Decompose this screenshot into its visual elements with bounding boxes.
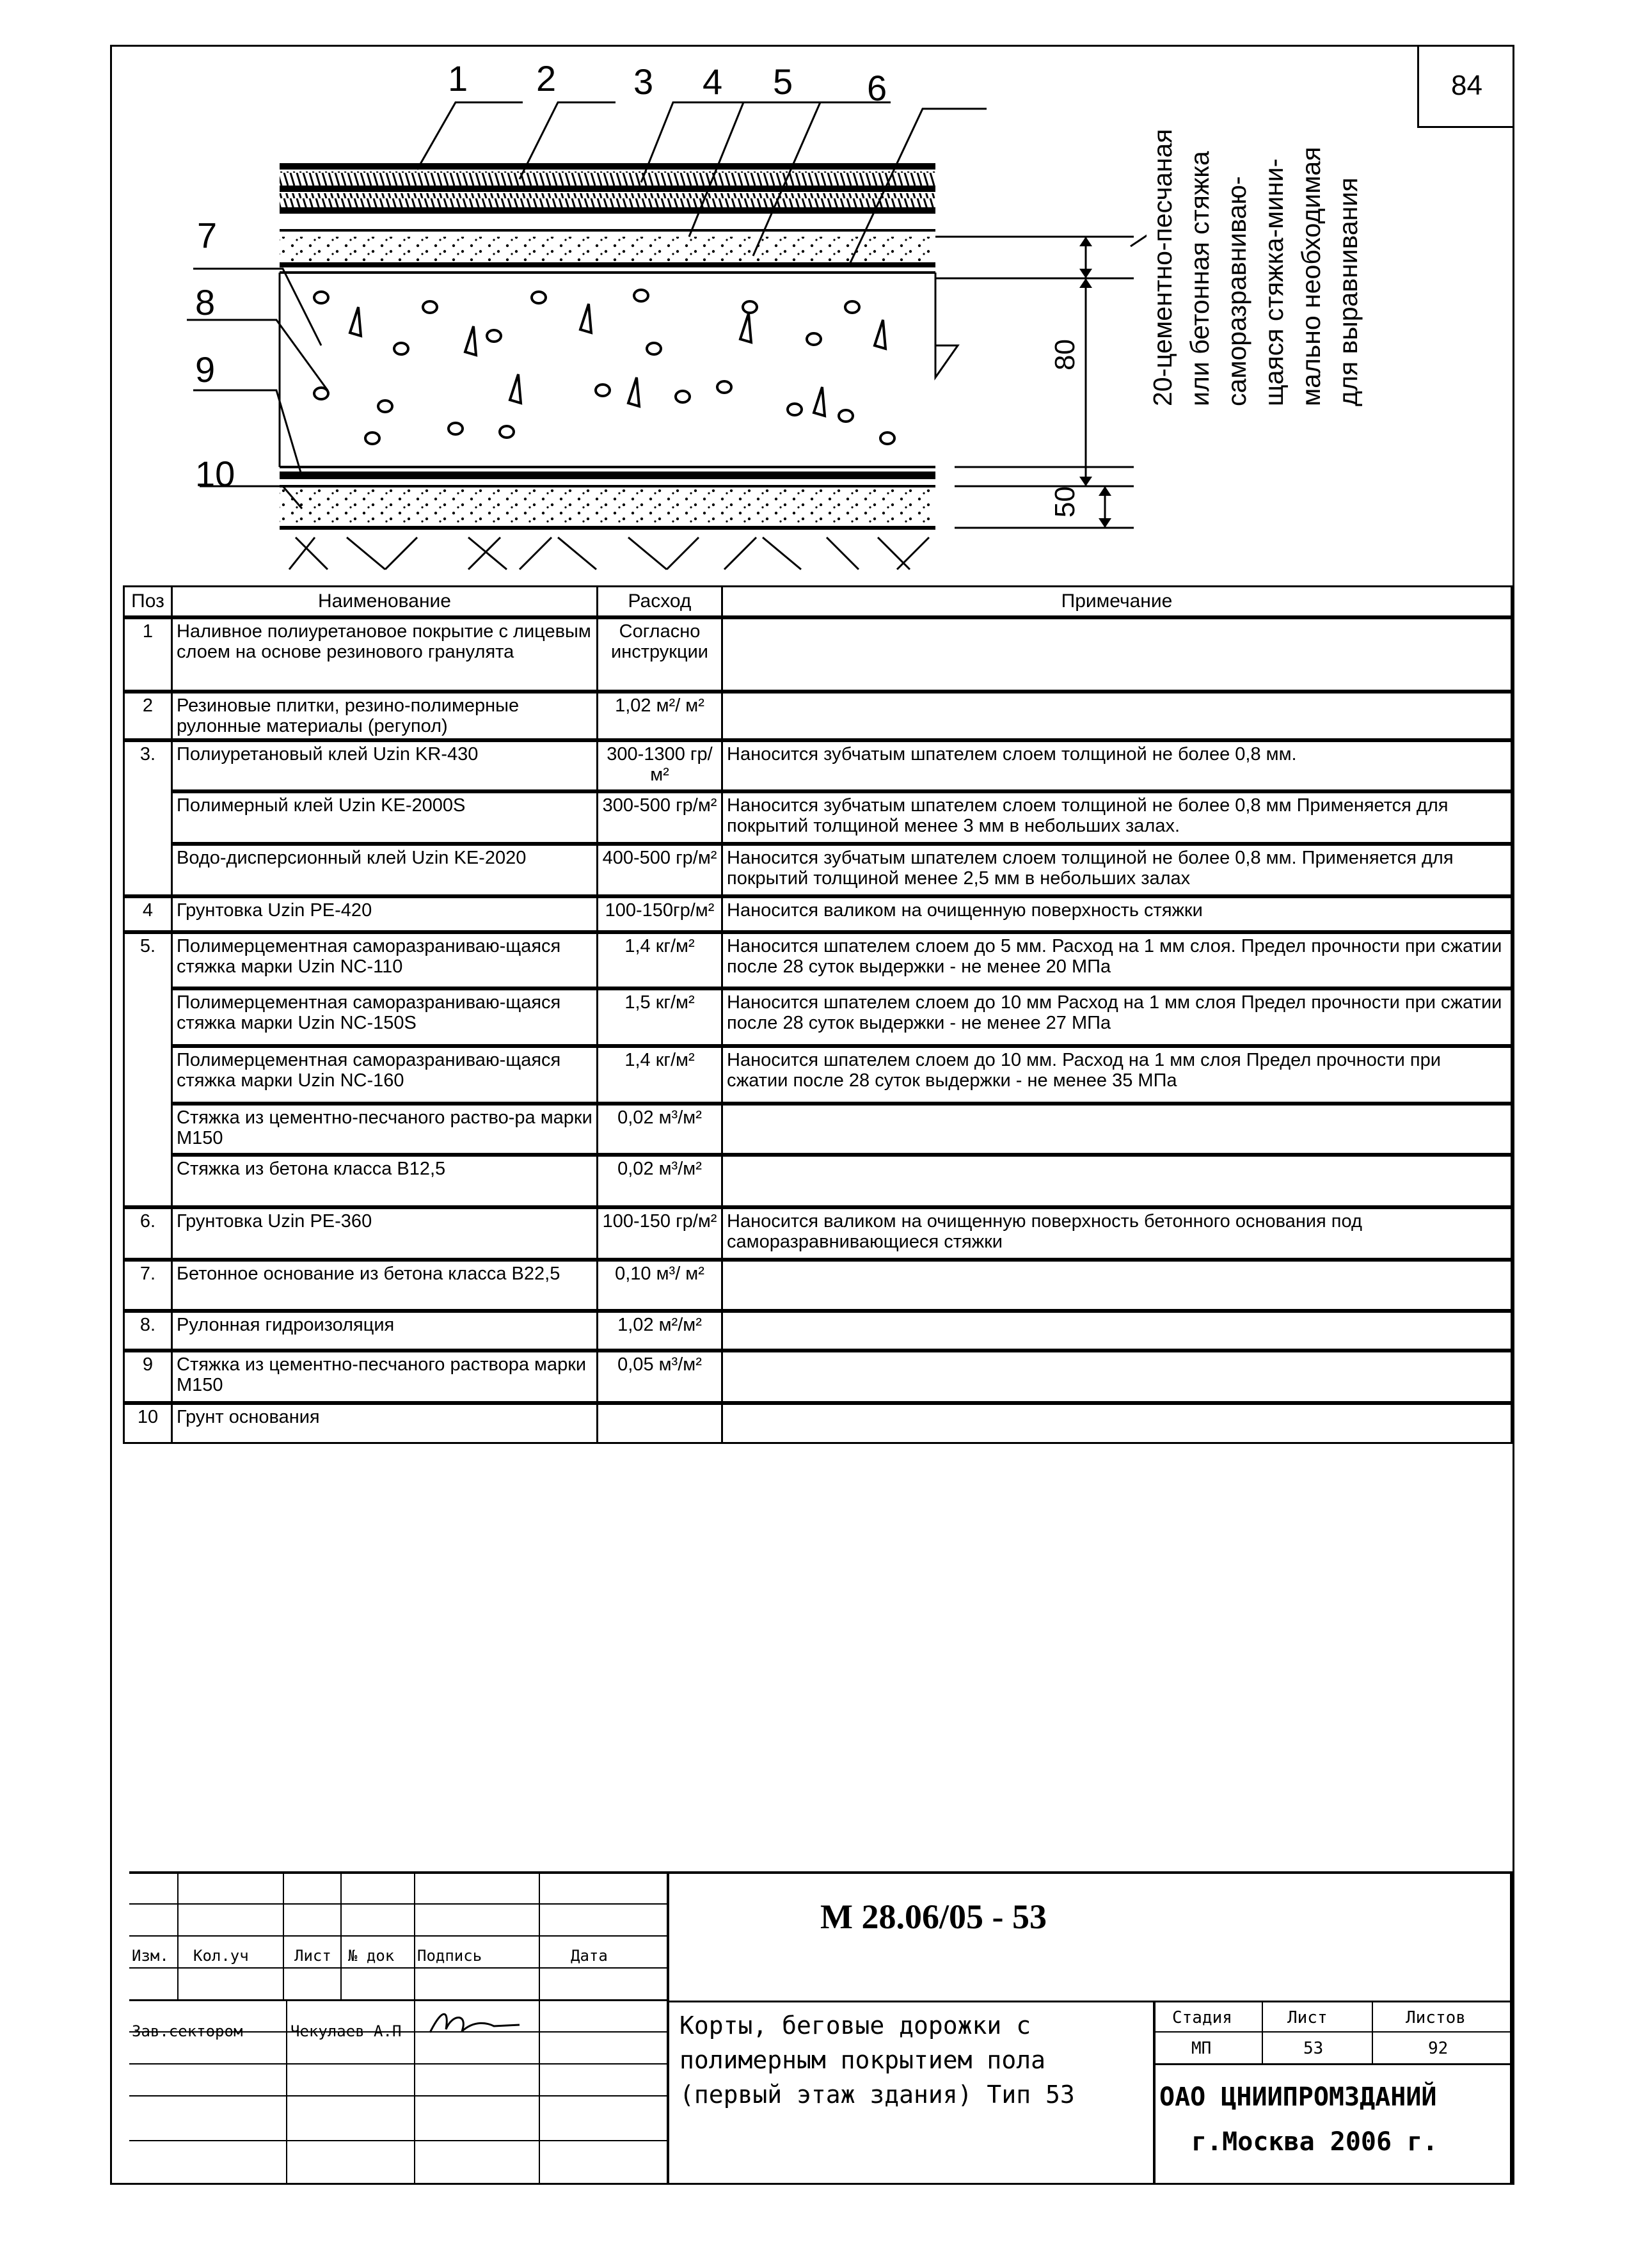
row-note: [722, 1351, 1512, 1403]
dimension-80: 80: [1049, 339, 1081, 370]
row-note: Наносится зубчатым шпателем слоем толщиной не более 0,8 мм. Применяется для покрытий толщиной менее 2,5 мм в небольших залах: [722, 844, 1512, 896]
callout-6: 6: [867, 68, 887, 108]
table-row: [124, 896, 1512, 932]
col-date: Дата: [571, 1947, 608, 1965]
callout-7: 7: [197, 215, 218, 255]
col-kol-uch: Кол.уч: [193, 1947, 249, 1965]
row-pos: [124, 1155, 172, 1207]
side-note-line-3: саморазравниваю-: [1222, 176, 1251, 406]
table-row: [124, 1311, 1512, 1351]
sheets-label: Листов: [1406, 2008, 1466, 2027]
table-row: [124, 988, 1512, 1046]
header-pos: Поз: [124, 587, 172, 618]
sheets-value: 92: [1428, 2039, 1449, 2058]
table-row: [124, 791, 1512, 844]
row-rate: 0,02 м³/м²: [598, 1155, 722, 1207]
table-row: [124, 1207, 1512, 1260]
row-rate: 0,02 м³/м²: [598, 1104, 722, 1155]
stage-value: МП: [1191, 2039, 1212, 2058]
page-number: 84: [1417, 45, 1514, 128]
row-pos: 5.: [124, 932, 172, 988]
sheet-value: 53: [1303, 2039, 1324, 2058]
callout-1: 1: [448, 58, 468, 99]
row-rate: 0,10 м³/ м²: [598, 1260, 722, 1311]
row-pos: 3.: [124, 740, 172, 791]
row-pos: [124, 1046, 172, 1104]
callout-2: 2: [536, 58, 557, 99]
row-name: Рулонная гидроизоляция: [172, 1311, 598, 1351]
callout-9: 9: [195, 349, 216, 390]
role-label: Зав.сектором: [132, 2022, 243, 2040]
side-note-line-4: щаяся стяжка-мини-: [1259, 158, 1289, 406]
table-row: [124, 1155, 1512, 1207]
row-pos: 9: [124, 1351, 172, 1403]
col-izm: Изм.: [132, 1947, 169, 1965]
row-note: [722, 692, 1512, 740]
row-name: Наливное полиуретановое покрытие с лицевым слоем на основе резинового гранулята: [172, 617, 598, 692]
header-name: Наименование: [172, 587, 598, 618]
row-note: Наносится валиком на очищенную поверхность стяжки: [722, 896, 1512, 932]
header-note: Примечание: [722, 587, 1512, 618]
row-note: [722, 617, 1512, 692]
row-rate: 1,4 кг/м²: [598, 1046, 722, 1104]
row-pos: 7.: [124, 1260, 172, 1311]
row-name: Грунтовка Uzin PE-420: [172, 896, 598, 932]
row-pos: 10: [124, 1403, 172, 1443]
table-row: [124, 1403, 1512, 1443]
row-pos: [124, 844, 172, 896]
sheet-title: Корты, беговые дорожки с полимерным покрытием пола (первый этаж здания) Тип 53: [679, 2011, 1075, 2109]
table-row: [124, 617, 1512, 692]
row-rate: [598, 1403, 722, 1443]
specification-table: [123, 585, 1513, 1444]
row-name: Полимерцементная саморазраниваю-щаяся стяжка марки Uzin NC-110: [172, 932, 598, 988]
row-name: Полимерцементная саморазраниваю-щаяся стяжка марки Uzin NC-160: [172, 1046, 598, 1104]
row-name: Полимерцементная саморазраниваю-щаяся стяжка марки Uzin NC-150S: [172, 988, 598, 1046]
row-rate: 100-150гр/м²: [598, 896, 722, 932]
header-rate: Расход: [598, 587, 722, 618]
side-note-line-2: или бетонная стяжка: [1185, 151, 1214, 406]
callout-4: 4: [703, 61, 723, 102]
col-list: Лист: [294, 1947, 331, 1965]
table-row: [124, 692, 1512, 740]
row-rate: 300-1300 гр/м²: [598, 740, 722, 791]
row-note: Наносится валиком на очищенную поверхность бетонного основания под саморазравнивающиеся стяжки: [722, 1207, 1512, 1260]
side-note-line-5: мально необходимая: [1296, 147, 1326, 406]
row-rate: Согласно инструкции: [598, 617, 722, 692]
row-note: [722, 1155, 1512, 1207]
organization: ОАО ЦНИИПРОМЗДАНИЙ: [1159, 2082, 1437, 2112]
row-pos: 8.: [124, 1311, 172, 1351]
row-name: Бетонное основание из бетона класса В22,5: [172, 1260, 598, 1311]
callout-3: 3: [633, 61, 654, 102]
floor-section-drawing: [110, 45, 1147, 582]
side-note-line-1: 20-цементно-песчаная: [1148, 129, 1177, 406]
row-pos: 6.: [124, 1207, 172, 1260]
col-signature: Подпись: [417, 1947, 482, 1965]
signature: [424, 2007, 526, 2039]
drawing-code: М 28.06/05 - 53: [820, 1898, 1047, 1936]
row-name: Стяжка из бетона класса В12,5: [172, 1155, 598, 1207]
table-row: [124, 740, 1512, 791]
row-note: [722, 1403, 1512, 1443]
row-name: Стяжка из цементно-песчаного раствора марки М150: [172, 1351, 598, 1403]
row-note: Наносится шпателем слоем до 10 мм Расход на 1 мм слоя Предел прочности при сжатии после 28 суток выдержки - не менее 27 МПа: [722, 988, 1512, 1046]
table-row: [124, 932, 1512, 988]
row-name: Полимерный клей Uzin KE-2000S: [172, 791, 598, 844]
row-rate: 300-500 гр/м²: [598, 791, 722, 844]
title-block: [129, 1871, 1513, 2184]
city-year: г.Москва 2006 г.: [1191, 2127, 1438, 2157]
stage-label: Стадия: [1172, 2008, 1232, 2027]
row-pos: [124, 988, 172, 1046]
row-pos: 4: [124, 896, 172, 932]
row-pos: [124, 1104, 172, 1155]
person-name: Чекулаев А.П: [290, 2022, 402, 2040]
table-row: [124, 1104, 1512, 1155]
row-rate: 1,02 м²/ м²: [598, 692, 722, 740]
callout-10: 10: [195, 454, 235, 494]
table-header-row: [124, 587, 1512, 618]
row-rate: 0,05 м³/м²: [598, 1351, 722, 1403]
row-note: Наносится шпателем слоем до 10 мм. Расход на 1 мм слоя Предел прочности при сжатии после 28 суток выдержки - не менее 35 МПа: [722, 1046, 1512, 1104]
row-name: Резиновые плитки, резино-полимерные рулонные материалы (регупол): [172, 692, 598, 740]
table-row: [124, 1260, 1512, 1311]
row-pos: [124, 791, 172, 844]
table-row: [124, 844, 1512, 896]
sheet-label: Лист: [1287, 2008, 1328, 2027]
row-name: Грунт основания: [172, 1403, 598, 1443]
row-note: Наносится зубчатым шпателем слоем толщиной не более 0,8 мм Применяется для покрытий толщиной менее 3 мм в небольших залах.: [722, 791, 1512, 844]
row-note: [722, 1311, 1512, 1351]
callout-5: 5: [773, 61, 793, 102]
row-rate: 1,4 кг/м²: [598, 932, 722, 988]
row-note: [722, 1104, 1512, 1155]
row-rate: 1,02 м²/м²: [598, 1311, 722, 1351]
col-doc: № док: [348, 1947, 395, 1965]
table-row: [124, 1351, 1512, 1403]
row-pos: 1: [124, 617, 172, 692]
row-pos: 2: [124, 692, 172, 740]
side-note: [1145, 48, 1414, 406]
row-note: [722, 1260, 1512, 1311]
row-name: Грунтовка Uzin PE-360: [172, 1207, 598, 1260]
callout-8: 8: [195, 282, 216, 322]
table-row: [124, 1046, 1512, 1104]
row-rate: 400-500 гр/м²: [598, 844, 722, 896]
dimension-50: 50: [1049, 486, 1081, 518]
row-rate: 1,5 кг/м²: [598, 988, 722, 1046]
row-note: Наносится зубчатым шпателем слоем толщиной не более 0,8 мм.: [722, 740, 1512, 791]
side-note-line-6: для выравнивания: [1333, 177, 1363, 406]
row-name: Водо-дисперсионный клей Uzin KE-2020: [172, 844, 598, 896]
row-note: Наносится шпателем слоем до 5 мм. Расход на 1 мм слоя. Предел прочности при сжатии после 28 суток выдержки - не менее 20 МПа: [722, 932, 1512, 988]
row-name: Стяжка из цементно-песчаного раство-ра марки М150: [172, 1104, 598, 1155]
row-name: Полиуретановый клей Uzin KR-430: [172, 740, 598, 791]
row-rate: 100-150 гр/м²: [598, 1207, 722, 1260]
